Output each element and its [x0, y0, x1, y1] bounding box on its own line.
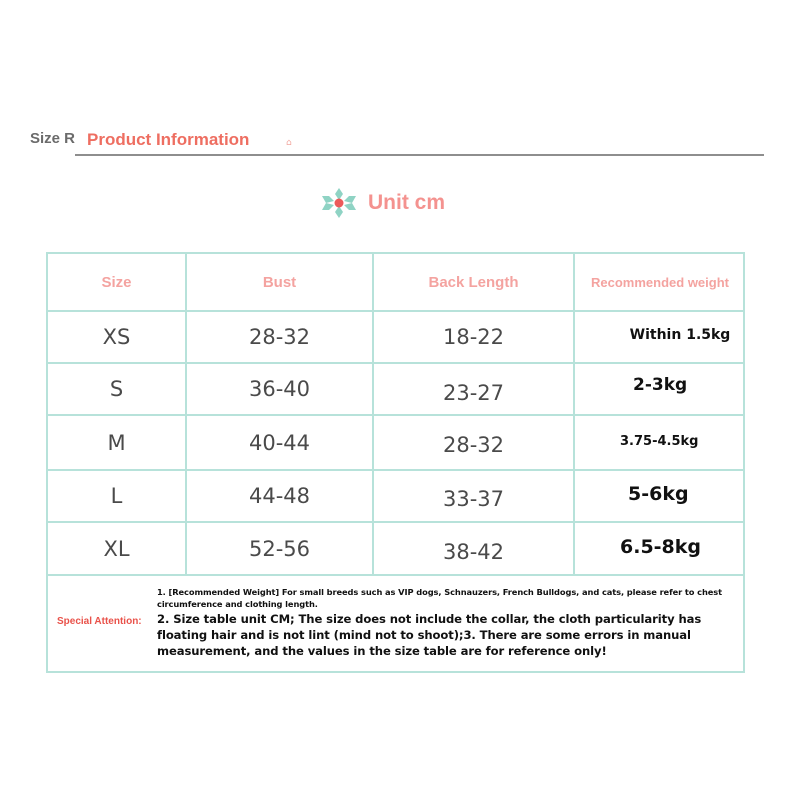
unit-heading: [320, 186, 445, 220]
decorative-mark: ⌂: [286, 138, 292, 148]
table-cell-size: S: [109, 377, 124, 401]
unit-label: Unit cm: [368, 191, 446, 214]
table-cell-size: XS: [102, 325, 131, 349]
table-cell-weight: Within 1.5kg: [629, 327, 731, 343]
column-header-size: Size: [101, 273, 132, 291]
table-cell-weight: 6.5-8kg: [620, 535, 702, 558]
table-cell-bust: 52-56: [248, 536, 311, 561]
table-cell-bust: 36-40: [248, 377, 311, 401]
size-label-fragment: Size R: [30, 130, 76, 147]
table-cell-back-length: 38-42: [442, 539, 505, 564]
table-cell-size: M: [107, 430, 126, 455]
table-cell-back-length: 28-32: [442, 432, 505, 457]
column-header-back-length: Back Length: [428, 273, 519, 291]
notes-block: [157, 586, 732, 659]
table-cell-weight: 2-3kg: [633, 375, 688, 395]
column-header-bust: Bust: [262, 273, 297, 291]
table-cell-weight: 5-6kg: [628, 483, 689, 505]
table-cell-back-length: 18-22: [442, 325, 505, 349]
table-cell-size: XL: [103, 536, 130, 561]
table-cell-bust: 44-48: [248, 484, 311, 508]
table-cell-weight: 3.75-4.5kg: [620, 433, 699, 449]
note-size-disclaimer: 2. Size table unit CM; The size does not include the collar, the cloth particularity has floating hair and is not lint (mind not to shoot);3. There are some errors in manual measurement, and the values in the size table are for reference only!: [157, 612, 702, 658]
header-divider: [75, 154, 764, 156]
table-cell-bust: 28-32: [248, 325, 311, 349]
section-title: Product Information: [87, 130, 250, 149]
flower-icon: [320, 186, 358, 220]
special-attention-label: Special Attention:: [57, 616, 142, 627]
column-header-recommended-weight: Recommended weight: [591, 274, 729, 290]
table-cell-back-length: 33-37: [442, 487, 505, 511]
table-cell-back-length: 23-27: [442, 381, 505, 405]
table-cell-bust: 40-44: [248, 430, 311, 455]
note-recommended-weight: 1. [Recommended Weight] For small breeds such as VIP dogs, Schnauzers, French Bulldogs, and cats, please refer to chest circumference and clothing length.: [157, 587, 723, 609]
table-cell-size: L: [110, 484, 123, 508]
